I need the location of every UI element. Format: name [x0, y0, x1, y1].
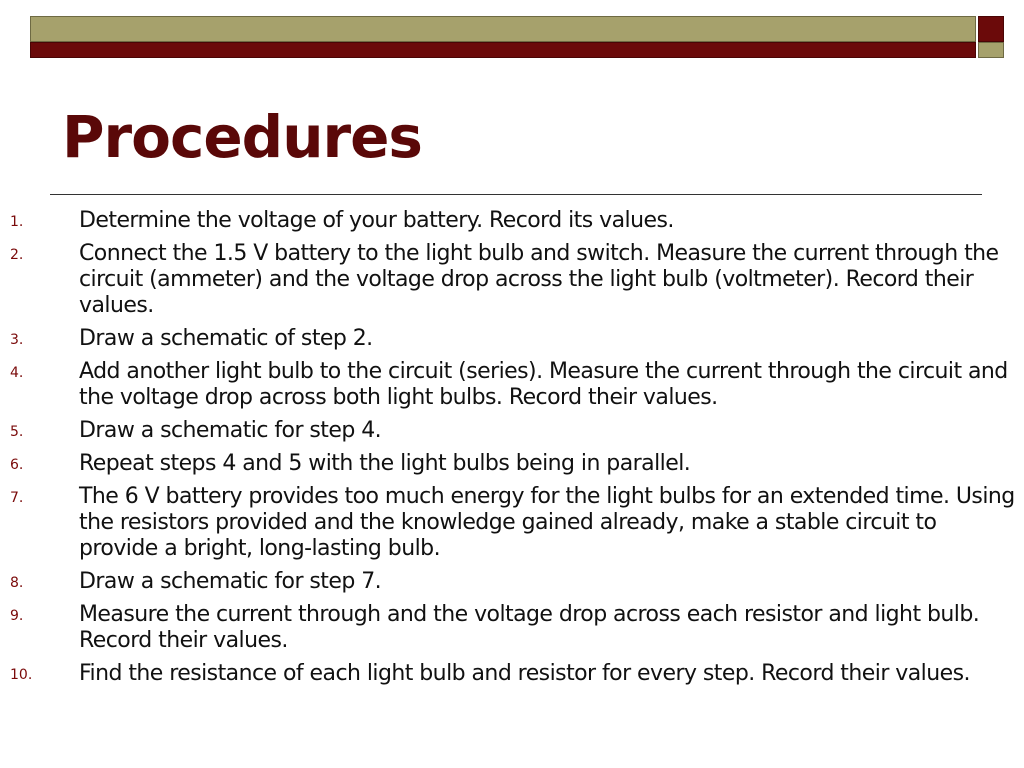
header-maroon-bar: [30, 42, 976, 58]
step-number: 10.: [10, 667, 33, 683]
header-olive-bar: [30, 16, 976, 42]
step-number: 9.: [10, 608, 24, 624]
step-text: The 6 V battery provides too much energy for the light bulbs for an extended time. Using the resistors provided and the knowledge gained already, make a stable circuit to provide a bright, long-lasting bulb.: [79, 484, 1015, 561]
slide-title: Procedures: [62, 103, 422, 171]
step-number: 3.: [10, 332, 24, 348]
header-olive-square: [978, 42, 1004, 58]
procedure-step-1: [0, 208, 1020, 234]
procedure-step-9: [0, 602, 1020, 654]
step-number: 7.: [10, 490, 24, 506]
step-text: Determine the voltage of your battery. Record its values.: [79, 208, 674, 233]
step-number: 1.: [10, 214, 24, 230]
step-number: 2.: [10, 247, 24, 263]
header-maroon-square: [978, 16, 1004, 42]
procedure-step-4: [0, 359, 1020, 411]
step-number: 4.: [10, 365, 24, 381]
procedure-list: [0, 208, 1020, 694]
procedure-step-3: [0, 326, 1020, 352]
procedure-step-6: [0, 451, 1020, 477]
title-divider: [50, 194, 982, 195]
step-text: Draw a schematic for step 7.: [79, 569, 382, 594]
procedure-step-5: [0, 418, 1020, 444]
step-text: Draw a schematic of step 2.: [79, 326, 373, 351]
step-text: Add another light bulb to the circuit (series). Measure the current through the circuit and the voltage drop across both light bulbs. Record their values.: [79, 359, 1008, 410]
step-text: Repeat steps 4 and 5 with the light bulbs being in parallel.: [79, 451, 691, 476]
step-text: Measure the current through and the voltage drop across each resistor and light bulb. Record their values.: [79, 602, 980, 653]
step-number: 8.: [10, 575, 24, 591]
step-number: 6.: [10, 457, 24, 473]
procedure-step-10: [0, 661, 1020, 687]
step-text: Find the resistance of each light bulb and resistor for every step. Record their values.: [79, 661, 970, 686]
step-number: 5.: [10, 424, 24, 440]
procedure-step-7: [0, 484, 1020, 562]
procedure-step-2: [0, 241, 1020, 319]
procedure-step-8: [0, 569, 1020, 595]
step-text: Draw a schematic for step 4.: [79, 418, 382, 443]
step-text: Connect the 1.5 V battery to the light bulb and switch. Measure the current through the circuit (ammeter) and the voltage drop across the light bulb (voltmeter). Record their values.: [79, 241, 999, 318]
